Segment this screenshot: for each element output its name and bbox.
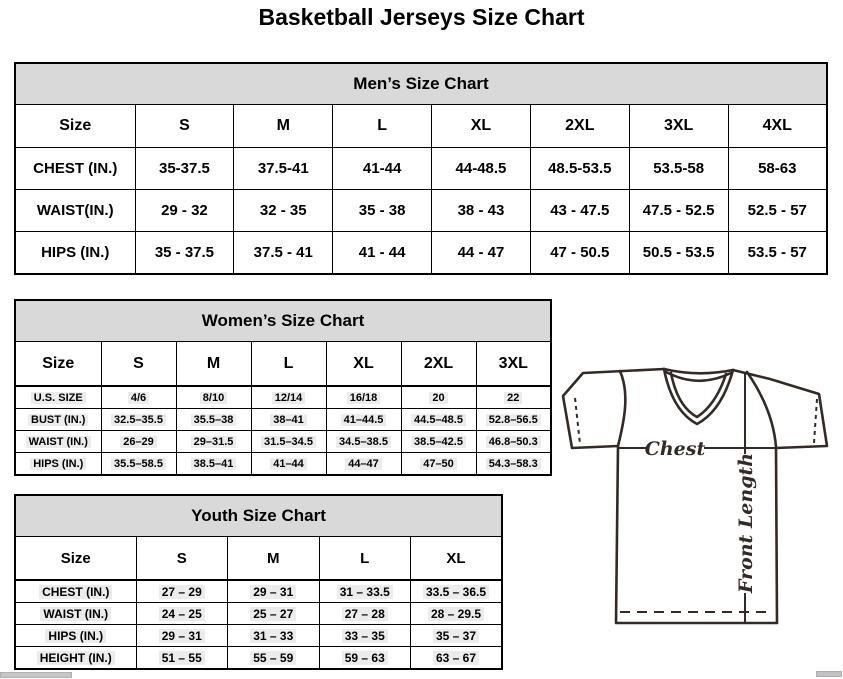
value-cell (401, 386, 476, 409)
value-cell (476, 431, 551, 453)
row-label (15, 453, 101, 476)
value-cell: 58-63 (728, 148, 827, 190)
value-cell: 50.5 - 53.5 (629, 232, 728, 275)
value-cell (228, 625, 320, 647)
youth-header-xl: XL (411, 537, 503, 581)
value-cell (401, 431, 476, 453)
row-label-text: CHEST (IN.) (39, 585, 112, 599)
value-cell (319, 647, 411, 670)
womens-chart-title-row (15, 300, 551, 342)
left-armhole-seam (618, 371, 625, 446)
youth-chest-row (15, 580, 502, 603)
row-label (15, 386, 101, 409)
mens-header-2xl: 2XL (530, 105, 629, 148)
value-cell (136, 625, 228, 647)
value-cell (101, 409, 176, 431)
value-text: 59 – 63 (342, 651, 388, 665)
horizontal-scrollbar-thumb-left[interactable] (0, 672, 72, 678)
value-cell (319, 580, 411, 603)
left-sleeve-stitch-line (575, 398, 580, 444)
mens-chart-title: Men’s Size Chart (15, 63, 827, 105)
value-cell (228, 603, 320, 625)
value-cell (411, 603, 503, 625)
value-cell: 44-48.5 (432, 148, 531, 190)
womens-chart-title: Women’s Size Chart (15, 300, 551, 342)
value-cell (136, 647, 228, 670)
mens-header-3xl: 3XL (629, 105, 728, 148)
value-text: 12/14 (272, 392, 306, 404)
womens-waist-row (15, 431, 551, 453)
value-cell (176, 386, 251, 409)
value-text: 29–31.5 (191, 436, 237, 448)
value-cell (136, 580, 228, 603)
value-text: 47–50 (420, 458, 457, 470)
row-label-text: WAIST (IN.) (40, 607, 111, 621)
value-text: 51 – 55 (159, 651, 205, 665)
youth-hips-row (15, 625, 502, 647)
horizontal-scrollbar-thumb-right[interactable] (816, 671, 842, 677)
mens-header-l: L (333, 105, 432, 148)
value-cell: 44 - 47 (432, 232, 531, 275)
womens-header-s: S (101, 342, 176, 387)
value-cell: 48.5-53.5 (530, 148, 629, 190)
value-cell (251, 409, 326, 431)
value-text: 27 – 29 (159, 585, 205, 599)
value-cell (411, 625, 503, 647)
jersey-measurement-diagram (550, 360, 842, 660)
value-cell: 41 - 44 (333, 232, 432, 275)
row-label (15, 625, 136, 647)
value-cell: 29 - 32 (135, 190, 234, 232)
value-cell (411, 580, 503, 603)
youth-header-l: L (319, 537, 411, 581)
row-label (15, 580, 136, 603)
value-text: 38.5–41 (191, 458, 237, 470)
value-text: 24 – 25 (159, 607, 205, 621)
right-sleeve-stitch-line (814, 399, 817, 443)
mens-header-4xl: 4XL (728, 105, 827, 148)
value-cell (401, 453, 476, 476)
jersey-outline (563, 369, 827, 623)
value-text: 63 – 67 (433, 651, 479, 665)
value-text: 54.3–58.3 (486, 458, 541, 470)
row-label (15, 431, 101, 453)
front-length-label: Front Length (735, 452, 757, 594)
value-cell (101, 431, 176, 453)
value-cell (176, 431, 251, 453)
womens-bust-row (15, 409, 551, 431)
value-text: 22 (504, 392, 522, 404)
value-text: 52.8–56.5 (486, 414, 541, 426)
value-text: 33 – 35 (342, 629, 388, 643)
value-text: 35.5–58.5 (111, 458, 166, 470)
value-cell (251, 386, 326, 409)
value-text: 27 – 28 (342, 607, 388, 621)
value-text: 41–44.5 (341, 414, 387, 426)
row-label (15, 647, 136, 670)
value-cell (326, 431, 401, 453)
row-label (15, 409, 101, 431)
value-cell: 38 - 43 (432, 190, 531, 232)
womens-header-row (15, 342, 551, 387)
row-label-text: HIPS (IN.) (45, 629, 106, 643)
womens-us-size-row (15, 386, 551, 409)
value-text: 38.5–42.5 (411, 436, 466, 448)
value-text: 46.8–50.3 (486, 436, 541, 448)
value-cell (476, 386, 551, 409)
value-cell (228, 647, 320, 670)
value-cell (326, 386, 401, 409)
row-label-text: U.S. SIZE (31, 392, 86, 404)
row-label-text: WAIST (IN.) (26, 436, 91, 448)
value-text: 31 – 33 (250, 629, 296, 643)
value-cell: 35 - 38 (333, 190, 432, 232)
value-cell: 41-44 (333, 148, 432, 190)
collar-back-curve (664, 369, 733, 373)
row-label: HIPS (IN.) (15, 232, 135, 275)
value-cell (319, 603, 411, 625)
youth-height-row (15, 647, 502, 670)
value-cell (228, 580, 320, 603)
value-cell (136, 603, 228, 625)
womens-header-l: L (251, 342, 326, 387)
value-cell: 47 - 50.5 (530, 232, 629, 275)
value-cell: 47.5 - 52.5 (629, 190, 728, 232)
value-text: 35 – 37 (433, 629, 479, 643)
value-text: 4/6 (128, 392, 149, 404)
youth-size-chart-table (14, 494, 503, 670)
page-title: Basketball Jerseys Size Chart (258, 4, 585, 30)
value-text: 44.5–48.5 (411, 414, 466, 426)
right-armhole-seam (747, 372, 776, 447)
value-cell (326, 409, 401, 431)
row-label (15, 603, 136, 625)
value-cell: 35 - 37.5 (135, 232, 234, 275)
value-cell (176, 409, 251, 431)
value-cell (251, 431, 326, 453)
value-text: 38–41 (270, 414, 307, 426)
value-text: 32.5–35.5 (111, 414, 166, 426)
row-label-text: HIPS (IN.) (30, 458, 86, 470)
value-cell (251, 453, 326, 476)
row-label-text: BUST (IN.) (28, 414, 88, 426)
youth-header-s: S (136, 537, 228, 581)
mens-chart-title-row (15, 63, 827, 105)
youth-header-row (15, 537, 502, 581)
value-text: 28 – 29.5 (428, 607, 484, 621)
mens-waist-row (15, 190, 827, 232)
value-cell: 53.5 - 57 (728, 232, 827, 275)
value-text: 16/18 (347, 392, 381, 404)
value-cell (176, 453, 251, 476)
value-cell: 35-37.5 (135, 148, 234, 190)
value-text: 25 – 27 (250, 607, 296, 621)
row-label: WAIST(IN.) (15, 190, 135, 232)
mens-size-chart-table (14, 62, 828, 275)
value-cell: 37.5-41 (234, 148, 333, 190)
value-text: 8/10 (200, 392, 227, 404)
mens-header-row (15, 105, 827, 148)
value-text: 31.5–34.5 (261, 436, 316, 448)
value-cell (101, 386, 176, 409)
value-text: 29 – 31 (250, 585, 296, 599)
row-label-text: HEIGHT (IN.) (37, 651, 115, 665)
womens-header-m: M (176, 342, 251, 387)
womens-header-xl: XL (326, 342, 401, 387)
value-cell: 37.5 - 41 (234, 232, 333, 275)
value-cell (319, 625, 411, 647)
mens-header-s: S (135, 105, 234, 148)
womens-hips-row (15, 453, 551, 476)
youth-header-size: Size (15, 537, 136, 581)
value-text: 41–44 (270, 458, 307, 470)
value-cell: 52.5 - 57 (728, 190, 827, 232)
value-text: 20 (429, 392, 447, 404)
youth-header-m: M (228, 537, 320, 581)
value-cell (476, 409, 551, 431)
chest-label: Chest (644, 438, 706, 460)
value-cell: 32 - 35 (234, 190, 333, 232)
value-text: 26–29 (120, 436, 157, 448)
value-cell (476, 453, 551, 476)
mens-header-xl: XL (432, 105, 531, 148)
value-text: 34.5–38.5 (336, 436, 391, 448)
youth-waist-row (15, 603, 502, 625)
value-cell (411, 647, 503, 670)
womens-header-3xl: 3XL (476, 342, 551, 387)
mens-header-size: Size (15, 105, 135, 148)
value-cell: 43 - 47.5 (530, 190, 629, 232)
value-cell (101, 453, 176, 476)
youth-chart-title: Youth Size Chart (15, 495, 502, 537)
value-text: 55 – 59 (250, 651, 296, 665)
womens-header-2xl: 2XL (401, 342, 476, 387)
value-cell (326, 453, 401, 476)
womens-size-chart-table (14, 299, 552, 476)
mens-chest-row (15, 148, 827, 190)
value-text: 35.5–38 (191, 414, 237, 426)
womens-header-size: Size (15, 342, 101, 387)
row-label: CHEST (IN.) (15, 148, 135, 190)
value-text: 44–47 (345, 458, 382, 470)
value-text: 31 – 33.5 (337, 585, 393, 599)
value-text: 29 – 31 (159, 629, 205, 643)
mens-hips-row (15, 232, 827, 275)
value-cell: 53.5-58 (629, 148, 728, 190)
value-cell (401, 409, 476, 431)
mens-header-m: M (234, 105, 333, 148)
value-text: 33.5 – 36.5 (423, 585, 489, 599)
youth-chart-title-row (15, 495, 502, 537)
